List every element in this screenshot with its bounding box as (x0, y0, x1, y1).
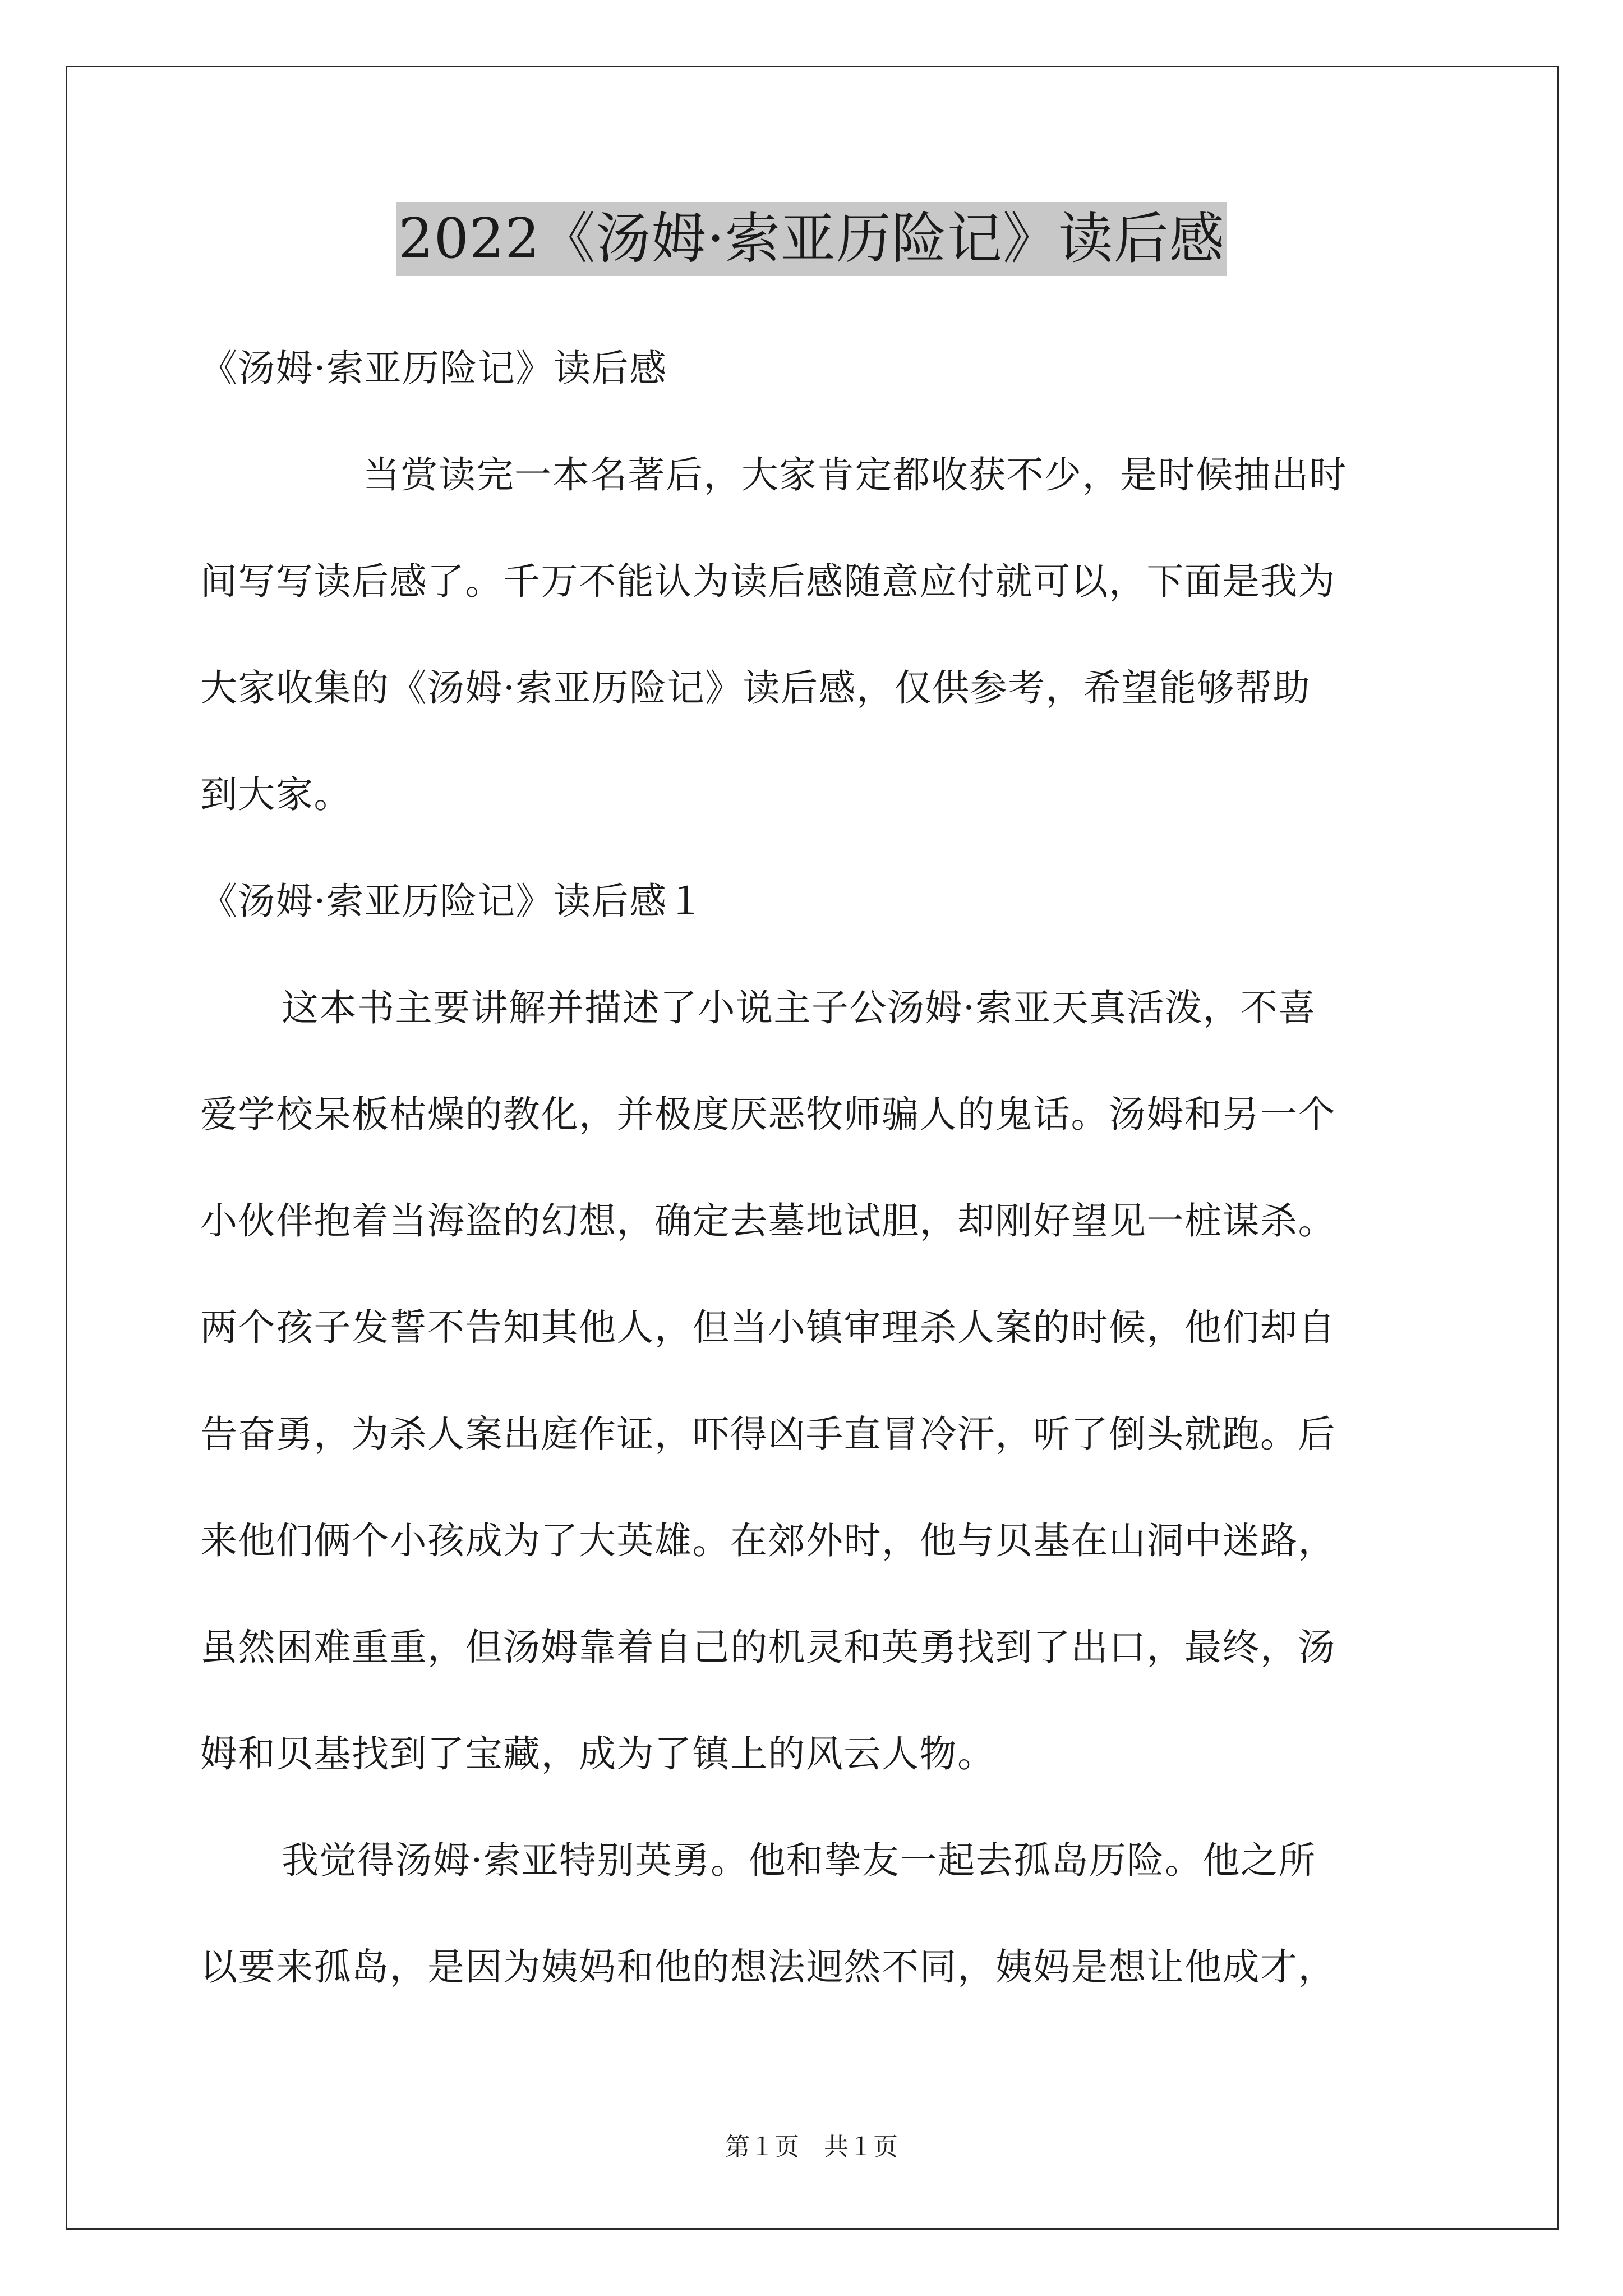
essay-heading: 《汤姆·索亚历险记》读后感 (200, 347, 667, 390)
body-paragraph-line: 两个孩子发誓不告知其他人，但当小镇审理杀人案的时候，他们却自 (200, 1306, 1336, 1349)
intro-paragraph-line: 当赏读完一本名著后，大家肯定都收获不少，是时候抽出时 (363, 453, 1347, 496)
section-heading-1: 《汤姆·索亚历险记》读后感１ (200, 880, 705, 923)
body-paragraph-line: 虽然困难重重，但汤姆靠着自己的机灵和英勇找到了出口，最终，汤 (200, 1626, 1336, 1669)
intro-paragraph-line: 大家收集的《汤姆·索亚历险记》读后感，仅供参考，希望能够帮助 (200, 666, 1311, 710)
document-body (200, 315, 1423, 2021)
intro-paragraph-line: 到大家。 (200, 773, 352, 816)
body-paragraph-line: 告奋勇，为杀人案出庭作证，吓得凶手直冒冷汗，听了倒头就跑。后 (200, 1412, 1336, 1456)
intro-paragraph-line: 间写写读后感了。千万不能认为读后感随意应付就可以，下面是我为 (200, 560, 1336, 603)
document-title: 2022《汤姆·索亚历险记》读后感 (396, 202, 1227, 276)
body-paragraph-line: 我觉得汤姆·索亚特别英勇。他和挚友一起去孤岛历险。他之所 (282, 1839, 1316, 1882)
page-number: 第１页 共１页 (725, 2133, 898, 2161)
body-paragraph-line: 姆和贝基找到了宝藏，成为了镇上的风云人物。 (200, 1732, 995, 1775)
body-paragraph-line: 爱学校呆板枯燥的教化，并极度厌恶牧师骗人的鬼话。汤姆和另一个 (200, 1093, 1336, 1136)
body-paragraph-line: 小伙伴抱着当海盗的幻想，确定去墓地试胆，却刚好望见一桩谋杀。 (200, 1199, 1336, 1243)
body-paragraph-line: 来他们俩个小孩成为了大英雄。在郊外时，他与贝基在山洞中迷路， (200, 1519, 1336, 1562)
body-paragraph-line: 以要来孤岛，是因为姨妈和他的想法迥然不同，姨妈是想让他成才， (200, 1945, 1336, 1989)
body-paragraph-line: 这本书主要讲解并描述了小说主子公汤姆·索亚天真活泼，不喜 (282, 986, 1316, 1029)
title-container (0, 202, 1623, 276)
